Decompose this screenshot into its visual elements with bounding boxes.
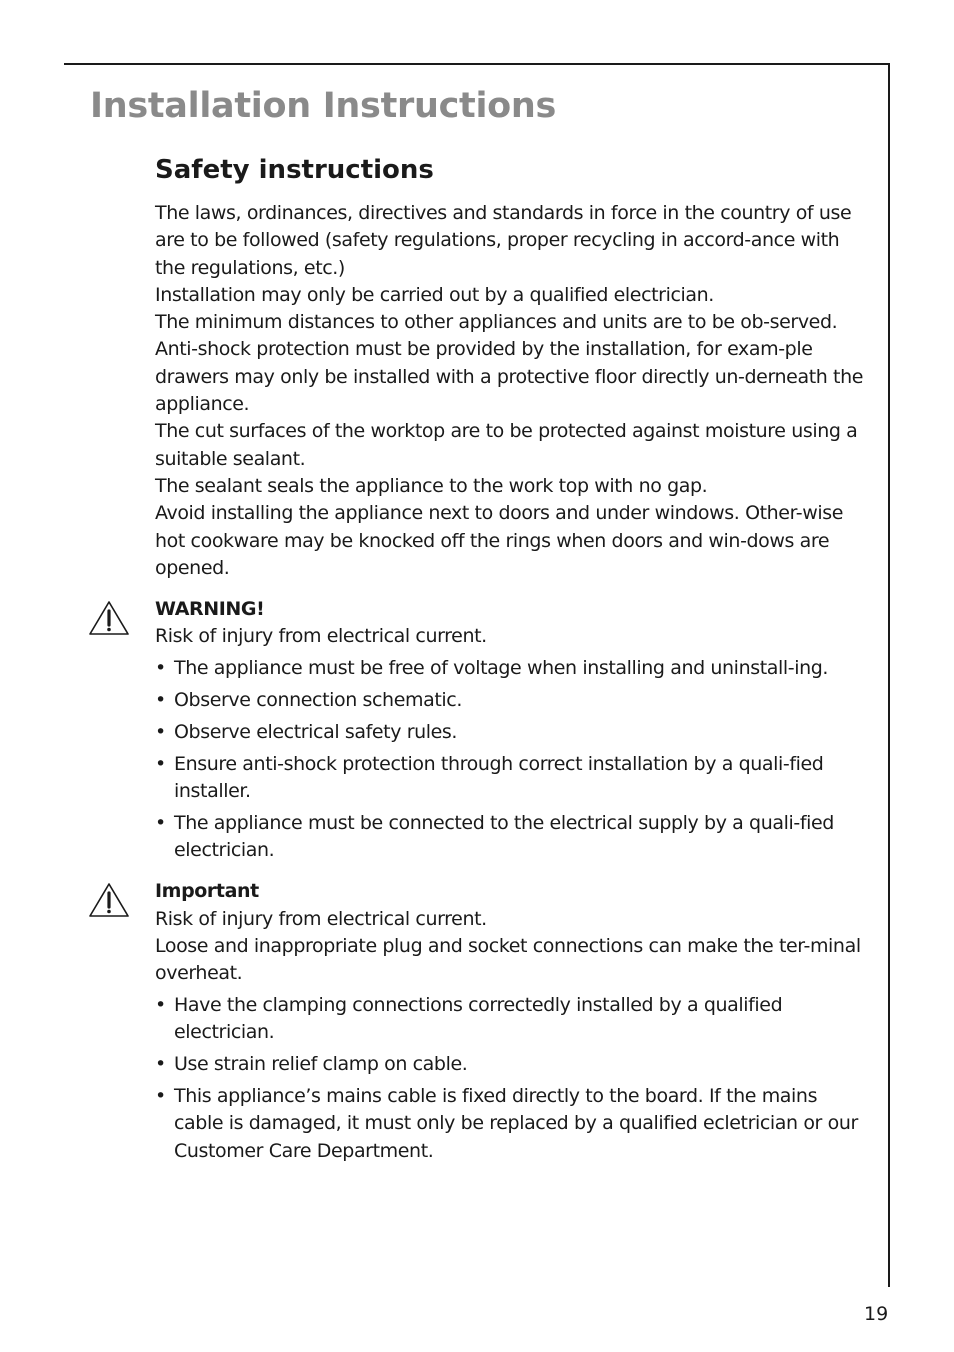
warning-triangle-icon [88,600,130,636]
main-content [155,200,867,1165]
important-list [155,992,867,1165]
list-item: • The appliance must be connected to the electrical supply by a quali-fied electrician. [155,810,867,865]
section-title-safety: Safety instructions [155,155,434,185]
important-detail: Loose and inappropriate plug and socket connections can make the ter-minal overheat. [155,934,861,985]
safety-paragraph: Avoid installing the appliance next to doors and under windows. Other-wise hot cookware may be knocked off the rings when doors and win-dows are opened. [155,502,844,579]
right-rule [888,63,890,1287]
important-heading: Important [155,880,259,903]
warning-heading: WARNING! [155,598,265,621]
safety-text [155,200,867,582]
safety-paragraph: The cut surfaces of the worktop are to be protected against moisture using a suitable sealant. [155,420,858,470]
list-item: • The appliance must be free of voltage when installing and uninstall-ing. [155,655,867,682]
safety-paragraph: Anti-shock protection must be provided by the installation, for exam-ple drawers may only be installed with a protective floor directly un-derneath the appliance. [155,338,864,416]
safety-paragraph: The sealant seals the appliance to the work top with no gap. [155,474,708,497]
list-item: • Observe electrical safety rules. [155,719,867,746]
top-rule [64,63,890,65]
warning-triangle-icon [88,882,130,918]
page-title: Installation Instructions [90,86,557,126]
list-item: • Observe connection schematic. [155,687,867,714]
important-intro: Risk of injury from electrical current. [155,907,487,930]
list-item: • Ensure anti-shock protection through correct installation by a quali-fied installer. [155,751,867,806]
safety-paragraph: The minimum distances to other appliances and units are to be ob-served. [155,311,838,334]
list-item: • This appliance’s mains cable is fixed directly to the board. If the mains cable is damaged, it must only be replaced by a qualified ecletrician or our Customer Care Department. [155,1083,867,1165]
safety-paragraph: The laws, ordinances, directives and standards in force in the country of use are to be followed (safety regulations, proper recycling in accord-ance with the regulations, etc.) [155,202,852,279]
important-block [155,878,867,1164]
warning-list [155,655,867,864]
warning-block [155,596,867,864]
safety-paragraph: Installation may only be carried out by a qualified electrician. [155,283,714,306]
list-item: • Have the clamping connections correctedly installed by a qualified electrician. [155,992,867,1047]
list-item: • Use strain relief clamp on cable. [155,1051,867,1078]
page-number: 19 [864,1303,889,1325]
warning-intro: Risk of injury from electrical current. [155,625,487,648]
